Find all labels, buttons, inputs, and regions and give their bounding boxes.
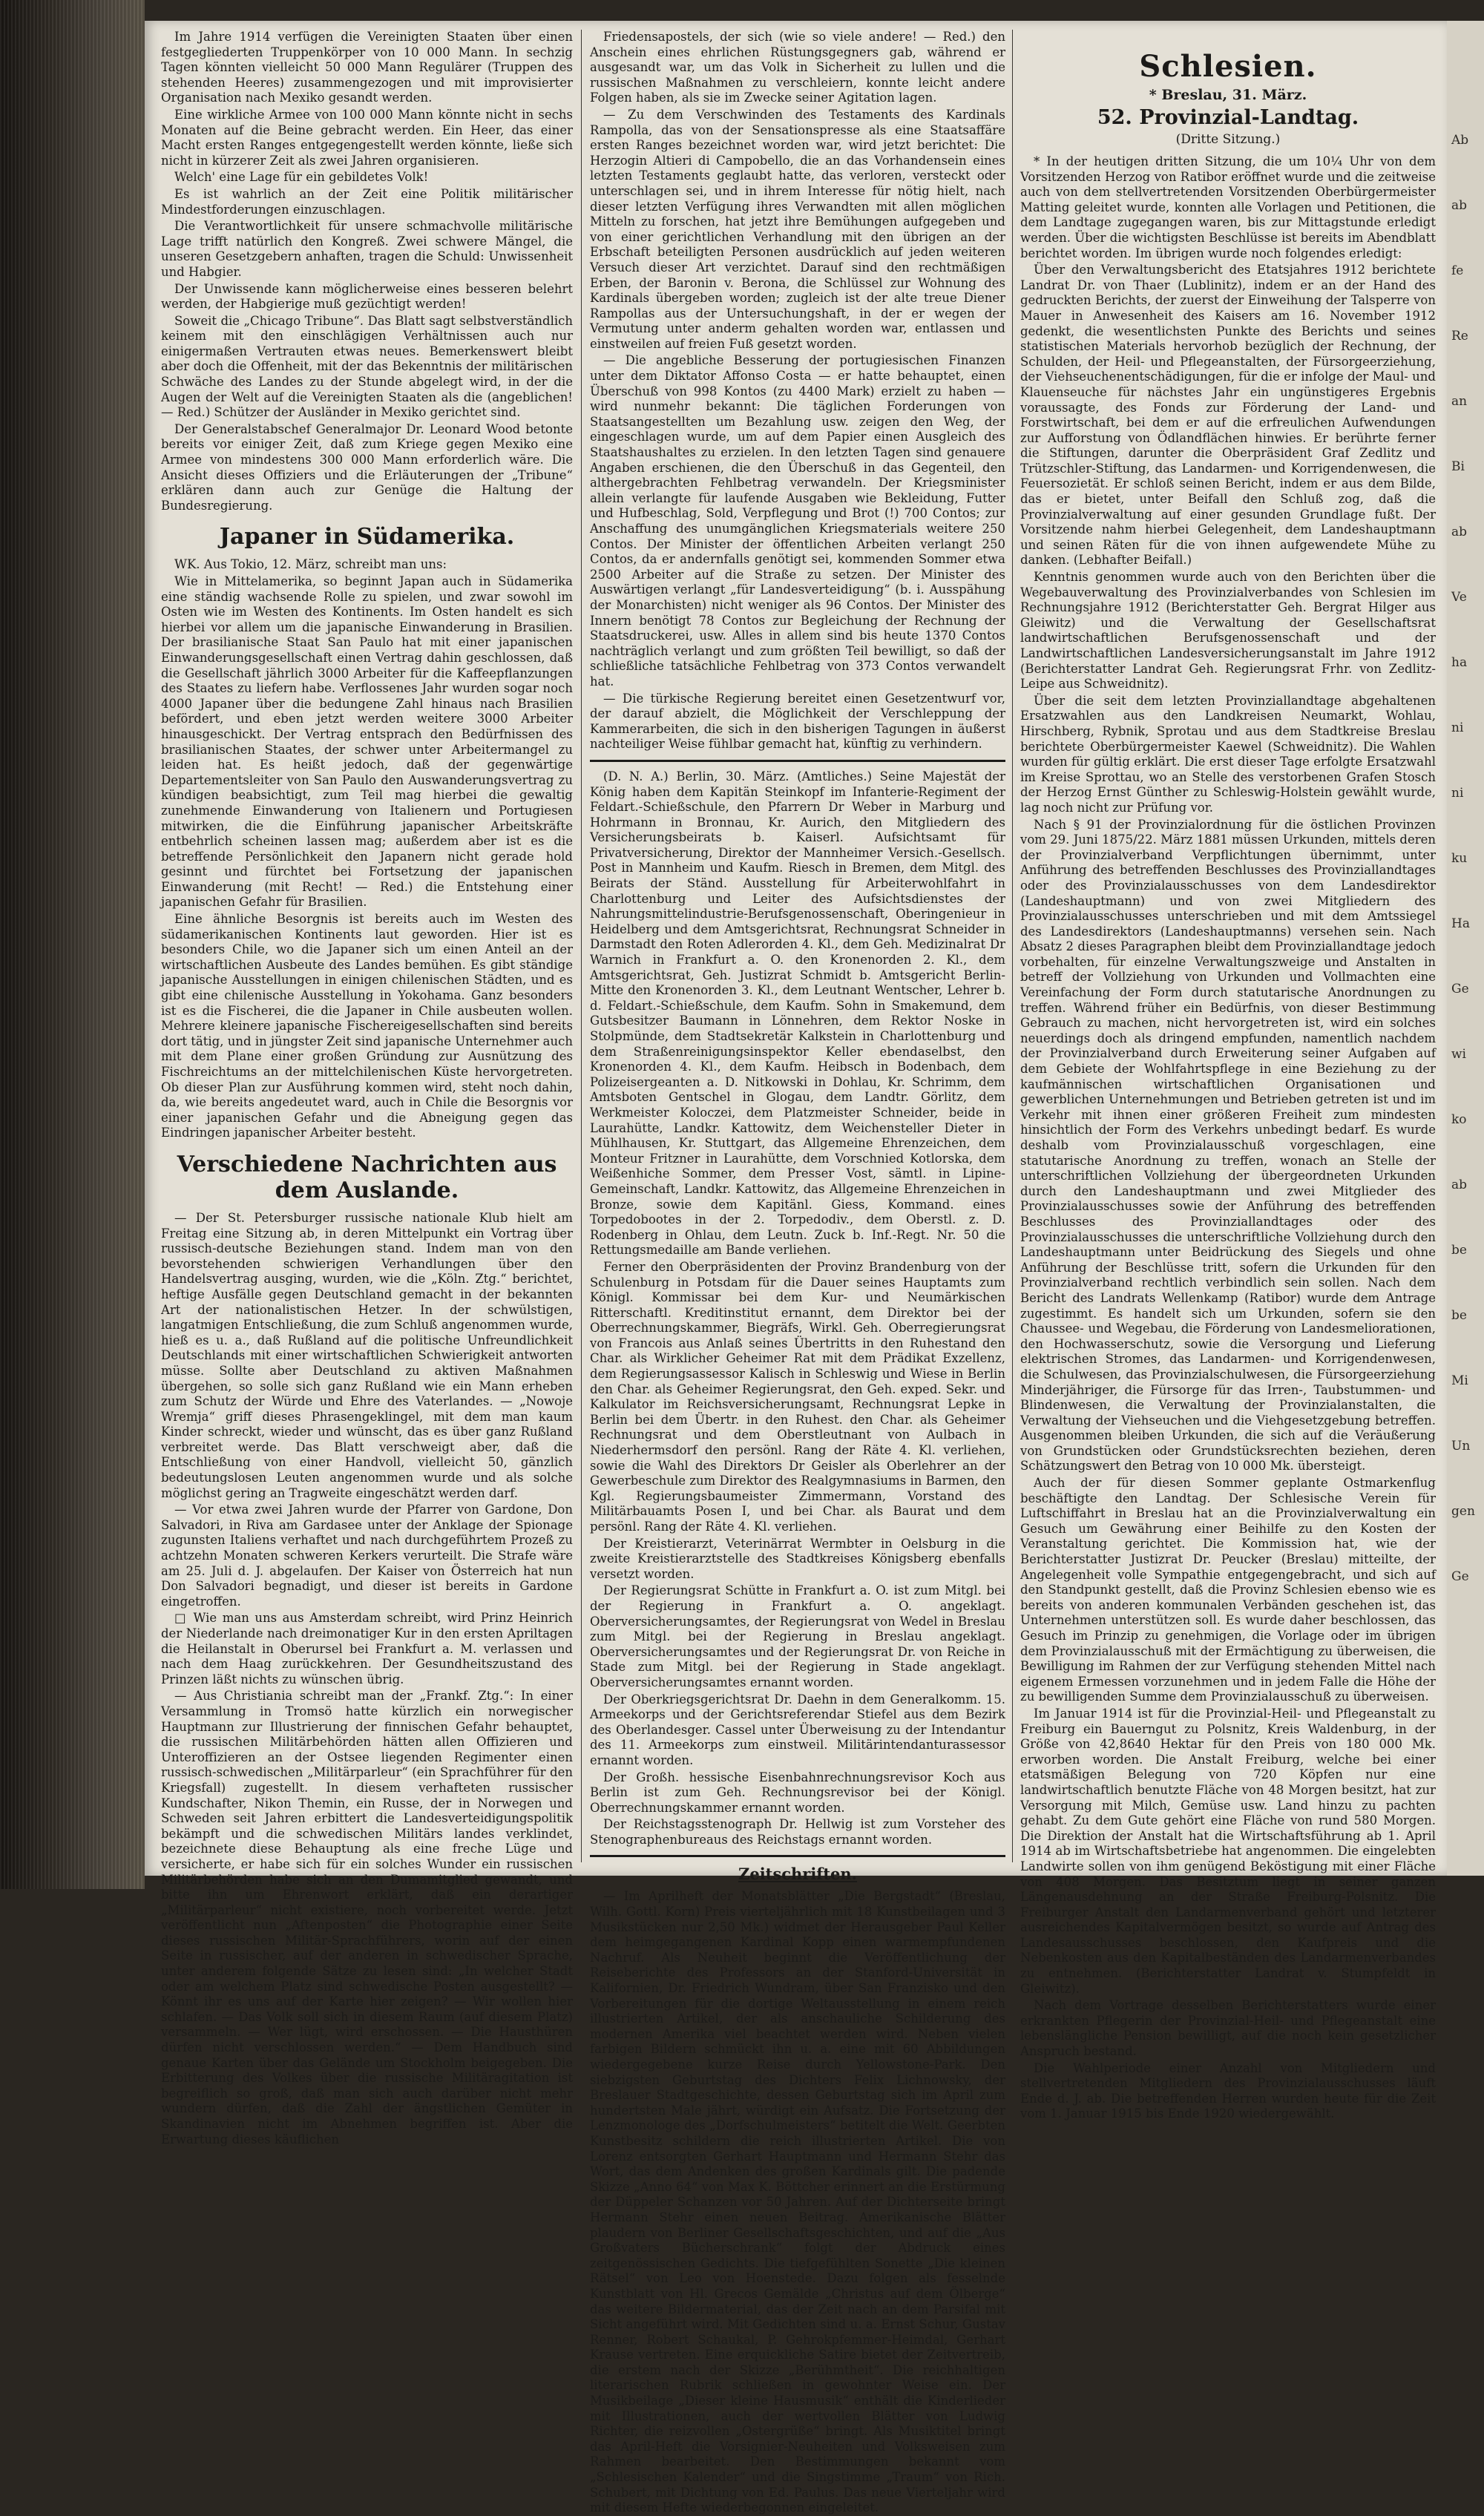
paragraph: Der Oberkriegsgerichtsrat Dr. Daehn in dem Generalkomm. 15. Armeekorps und der Gerichtsreferendar Stiefel aus dem Bezirk des Oberlandesger. Cassel unter Überweisung zu der Intendantur des 11. Armeekorps zum einstweil. Militärintendanturassessor ernannt worden. bbox=[590, 1692, 1005, 1767]
edge-fragment: ni bbox=[1451, 720, 1464, 735]
newspaper-page bbox=[145, 21, 1447, 2515]
section-divider bbox=[590, 1855, 1005, 1857]
col2-top-articles bbox=[590, 30, 1005, 752]
paragraph: Der Generalstabschef Generalmajor Dr. Leonard Wood betonte bereits vor einiger Zeit, daß zum Kriege gegen Mexiko eine Armee von mindestens 300 000 Mann erforderlich wäre. Die Ansicht dieses Offiziers und die Erläuterungen der „Tribune“ erklären dann auch zur Genüge die Haltung der Bundesregierung. bbox=[161, 421, 573, 513]
paragraph: Im Januar 1914 ist für die Provinzial-Heil- und Pflegeanstalt zu Freiburg ein Bauerngut zu Polsnitz, Kreis Waldenburg, in der Größe von 42,8640 Hektar für den Preis von 180 000 Mk. erworben worden. Die Anstalt Freiburg, welche bei einer etatsmäßigen Belegung von 720 Köpfen nur eine landwirtschaftlich benutzte Fläche von 48 Morgen besitzt, hat zur Versorgung mit Milch, Gemüse usw. Land hinzu zu pachten gehabt. Zu dem Gute gehört eine Fläche von rund 580 Morgen. Die Direktion der Anstalt hat die Wirtschaftsführung ab 1. April 1914 ab im Wirtschaftsbetriebe hat angenommen. Die eingelebten Landwirte sollen von ihm genügend Beköstigung mit einer Fläche von 408 Morgen. Das Besitztum liegt in seiner ganzen Längenausdehnung an der Straße Freiburg-Polsnitz. Die Freiburger Anstalt den Landarmenverband gehört und letzterer ausreichendes Kapitalvermögen besitzt, so wurde auf Antrag des Landesausschusses beschlossen, den Kaufpreis und die Nebenkosten aus den Kapitalbeständen des Landarmenverbandes zu entnehmen. (Berichterstatter Landrat v. Stumpfeldt in Gleiwitz). bbox=[1020, 1706, 1436, 1996]
paragraph: — Vor etwa zwei Jahren wurde der Pfarrer von Gardone, Don Salvadori, in Riva am Gardasee unter der Anklage der Spionage zugunsten Italiens verhaftet und nach durchgeführtem Prozeß zu achtzehn Monaten schweren Kerkers verurteilt. Die Strafe wäre am 25. Juli d. J. abgelaufen. Der Kaiser von Österreich hat nun Don Salvadori begnadigt, und dieser ist bereits in Gardone eingetroffen. bbox=[161, 1502, 573, 1609]
paragraph: Der Kreistierarzt, Veterinärrat Wermbter in Oelsburg in die zweite Kreistierarztstelle des Stadtkreises Königsberg ebenfalls versetzt worden. bbox=[590, 1536, 1005, 1581]
paragraph: Welch' eine Lage für ein gebildetes Volk! bbox=[174, 170, 429, 185]
edge-fragment: Ha bbox=[1451, 916, 1470, 931]
column-3 bbox=[1020, 30, 1436, 2121]
section-heading-schlesien: Schlesien. bbox=[1139, 49, 1317, 84]
japan-heading: Japaner in Südamerika. bbox=[219, 524, 515, 551]
edge-fragment: an bbox=[1451, 394, 1468, 409]
edge-fragment: Ge bbox=[1451, 1569, 1469, 1584]
paragraph: (D. N. A.) Berlin, 30. März. (Amtliches.) Seine Majestät der König haben dem Kapitän Steinkopf im Infanterie-Regiment der Feldart.-Schießschule, den Pfarrern Dr Weber in Marburg und Hohrmann in Bronnau, Kr. Aurich, den Mitgliedern des Versicherungsbeirats b. Kaiserl. Aufsichtsamt für Privatversicherung, Direktor der Mannheimer Versich.-Gesellsch. Post in Mannheim und Kaufm. Riesch in Bremen, dem Mitgl. des Beirats der Ständ. Ausstellung für Arbeiterwohlfahrt in Charlottenburg und Leiter des Aufsichtsdienstes der Nahrungsmittelindustrie-Berufsgenossenschaft, Oberingenieur in Heidelberg und dem Amtsgerichtsrat, Rechnungsrat Schneider in Darmstadt den Roten Adlerorden 4. Kl., dem Geh. Medizinalrat Dr Warnich in Frankfurt a. O. den Kronenorden 2. Kl., dem Amtsgerichtsrat, Geh. Justizrat Schmidt b. Amtsgericht Berlin-Mitte den Kronenorden 3. Kl., dem Leutnant Wentscher, Lehrer b. d. Feldart.-Schießschule, dem Kaufm. Sohn in Smakemund, dem Gutsbesitzer Baumann in Lönnehren, dem Rektor Noske in Stolpmünde, dem Stadtsekretär Kalkstein in Charlottenburg und dem Straßenreinigungsinspektor Keller ebendaselbst, den Kronenorden 4. Kl., dem Kaufm. Heibsch in Bodenbach, dem Polizeisergeanten a. D. Nitkowski in Dohlau, Kr. Schrimm, dem Amtsboten Gentschel in Glogau, dem Landtr. Görlitz, dem Werkmeister Koloczei, dem Platzmeister Schneider, beide in Laurahütte, Landkr. Kattowitz, dem Weichensteller Dieter in Mühlhausen, Kr. Stuttgart, das Allgemeine Ehrenzeichen, dem Monteur Fritzner in Laurahütte, dem Vorschnied Kotlorska, dem Weißenhiche Sommer, dem Presser Vost, sämtl. in Lipine-Gemeinschaft, Landkr. Kattowitz, das Allgemeine Ehrenzeichen in Bronze, sowie dem Kapitänl. Giess, Kommand. eines Torpedobootes in der 2. Torpedodiv., dem Oberstl. z. D. Rodenberg in Ohlau, dem Leutn. Zuck b. Inf.-Regt. Nr. 50 die Rettungsmedaille am Bande verliehen. bbox=[590, 769, 1005, 1258]
edge-fragment: ab bbox=[1451, 1177, 1468, 1192]
paragraph: — Die angebliche Besserung der portugiesischen Finanzen unter dem Diktator Affonso Costa — er hatte behauptet, einen Überschuß von 998 Kontos (zu 4400 Mark) erzielt zu haben — wird nunmehr bekannt: Die täglichen Forderungen von Staatsangestellten um Bezahlung usw. zeigen den Weg, der eingeschlagen wurde, um auf dem Papier einen Ausgleich des Staatshaushaltes zu erzielen. In den letzten Tagen sind genauere Angaben erschienen, die den Überschuß in das Gegenteil, den althergebrachten Fehlbetrag verwandeln. Der Kriegsminister allein verlangte für laufende Ausgaben wie Bekleidung, Futter und Hufbeschlag, Sold, Verpflegung und Brot (!) 700 Contos; zur Anschaffung des unumgänglichen Kriegsmaterials weitere 250 Contos. Der Minister der öffentlichen Arbeiten verlangt 250 Contos, da er andernfalls genötigt sei, kommenden Sommer etwa 2500 Arbeiter auf die Straße zu setzen. Der Minister des Auswärtigen verlangt „für Landesverteidigung“ (b. i. Ausspähung der Monarchisten) nicht weniger als 96 Contos. Der Minister des Innern benötigt 78 Contos zur Begleichung der Rechnung der Staatsdruckerei, usw. Alles in allem sind bis heute 1370 Contos nachträglich verlangt und zum größten Teil bewilligt, so daß der schließliche tatsächliche Fehlbetrag von 373 Contos verwandelt hat. bbox=[590, 353, 1005, 689]
edge-fragment: ku bbox=[1451, 851, 1468, 866]
edge-fragment: Re bbox=[1451, 329, 1468, 344]
edge-fragment: Ve bbox=[1451, 590, 1467, 605]
column-1 bbox=[161, 30, 573, 2147]
edge-fragment: Mi bbox=[1451, 1373, 1468, 1388]
paragraph: — Aus Christiania schreibt man der „Frankf. Ztg.“: In einer Versammlung in Tromsö hatte kürzlich ein norwegischer Hauptmann zur Illustrierung der finnischen Gefahr behauptet, die russischen Militärbehörden hätten allen Offizieren und Unteroffizieren an der Ostsee liegenden Regimenter einen russisch-schwedischen „Militärparleur“ (ein Sprachführer für den Kriegsfall) zugestellt. In diesem verhafteten russischer Kundschafter, Nikon Themin, ein Russe, der in Norwegen und Schweden seit Jahren erbittert die Landesverteidigungspolitik bekämpft und die schwedischen Militärs landes verklindet, bezeichnete diese Behauptung als eine freche Lüge und versicherte, er habe sich für ein solches Wunder ein russischen Militärbehörden habe sich an den Dumamitglied gewandt, und bitte ihn um Ehrenwort erklärt, daß ein derartiger „Militärparleur“ nicht existiere, noch vorbereitet werde. Jetzt veröffentlicht nun „Aftenposten“ die Photographie einer Seite dieses russischen Militär-Sprachführers, worin auf der einen Seite in russischer, auf der anderen in schwedischer Sprache, unter anderem folgende Sätze zu lesen sind: „In welcher Stadt oder am welchem Platz sind schwedische Posten ausgestellt? — Könnt ihr es uns auf der Karte hier zeigen? — Wir wollen hier schlafen. — Das Volk soll sich in diesem Raum (auf diesem Platz) versammeln. — Wer lügt, wird erschossen. — Die Hausthüren dürfen nicht verschlossen werden.“ — Dem Handbuch sind genaue Karten über das Gelände um Stockholm beigegeben. Die Erbitterung des Volkes über die russische Militäragitation ist begreiflich so groß, daß man sich auch darüber nicht mehr wundern dürfen, daß die Zahl der ängstlichen Gemüter in Skandinavien nicht im Abnehmen begriffen ist. Aber die Erwartung dieses käuflichen bbox=[161, 1689, 573, 2147]
edge-fragment: ni bbox=[1451, 786, 1464, 801]
paragraph: Kenntnis genommen wurde auch von den Berichten über die Wegebauverwaltung des Provinzialverbandes von Schlesien im Rechnungsjahre 1912 (Berichterstatter Geh. Bergrat Hilger aus Gleiwitz) und die Verwaltung der Gesellschaftsrat landwirtschaftlichen Berufsgenossenschaft und der Landwirtschaftlichen Landesversicherungsanstalt im Jahre 1912 (Berichterstatter Landrat Geh. Regierungsrat Frhr. von Zedlitz-Leipe aus Schweidnitz). bbox=[1020, 570, 1436, 692]
paragraph: Im Jahre 1914 verfügen die Vereinigten Staaten über einen festgegliederten Truppenkörper von 10 000 Mann. In sechzig Tagen könnten vielleicht 50 000 Mann Regulärer (Truppen des stehenden Heeres) zusammengezogen und mit improvisierter Organisation nach Mexiko gesandt werden. bbox=[161, 30, 573, 105]
zeitschriften-heading: Zeitschriften. bbox=[738, 1865, 857, 1884]
paragraph: Der Reichstagsstenograph Dr. Hellwig ist zum Vorsteher des Stenographenbureaus des Reichstags ernannt worden. bbox=[590, 1817, 1005, 1847]
edge-fragment: Un bbox=[1451, 1439, 1471, 1454]
edge-fragment: be bbox=[1451, 1308, 1467, 1323]
edge-fragment: ab bbox=[1451, 198, 1468, 213]
edge-fragment: Ab bbox=[1451, 133, 1469, 148]
col1-intro bbox=[161, 30, 573, 513]
edge-fragment: be bbox=[1451, 1243, 1467, 1258]
article-title: 52. Provinzial-Landtag. bbox=[1097, 106, 1359, 129]
next-page-edge bbox=[1447, 21, 1484, 1876]
paragraph: Über die seit dem letzten Provinziallandtage abgehaltenen Ersatzwahlen aus den Landkreisen Neumarkt, Wohlau, Hirschberg, Rybnik, Sprotau und aus dem Stadtkreise Breslau berichtete Oberbürgermeister Kaewel (Schweidnitz). Die Wahlen wurden für gültig erklärt. Die erst dieser Tage erfolgte Ersatzwahl im Kreise Sprottau, wo an Stelle des verstorbenen Grafen Stosch der Herzog Ernst Günther zu Schleswig-Holstein gewählt wurde, lag noch nicht zur Prüfung vor. bbox=[1020, 693, 1436, 815]
column-rule bbox=[581, 30, 582, 1862]
paragraph: Soweit die „Chicago Tribune“. Das Blatt sagt selbstverständlich keinem mit den einschlägigen Verhältnissen auch nur einigermaßen Vertrauten etwas neues. Bemerkenswert bleibt aber doch die Offenheit, mit der das Bekenntnis der militärischen Schwäche des Landes zu der Stunde abgelegt wird, in der die Augen der Welt auf die Vereinigten Staaten als die (angeblichen! — Red.) Schützer der Ausländer in Mexiko gerichtet sind. bbox=[161, 313, 573, 420]
paragraph: Friedensapostels, der sich (wie so viele andere! — Red.) den Anschein eines ehrlichen Rüstungsgegners gab, während er ausgesandt war, um das Volk in Sicherheit zu lullen und die russischen Maßnahmen zu verschleiern, konnte leicht andere Folgen haben, als sie im Zwecke seiner Agitation lagen. bbox=[590, 30, 1005, 105]
paragraph: Nach dem Vortrage desselben Berichterstatters wurde einer erkrankten Pflegerin der Provinzial-Heil- und Pflegeanstalt eine lebenslängliche Pension bewilligt, auf die noch kein gesetzlicher Anspruch bestand. bbox=[1020, 1998, 1436, 2059]
paragraph: — Im Aprilheft der Monatsblätter „Die Bergstadt“ (Breslau, Wilh. Gottl. Korn) Preis vierteljährlich mit 18 Kunstbeilagen und 3 Musikstücken nur 2,50 Mk.) widmet der Herausgeber Paul Keller dem heimgegangenen Kardinal Kopp einen warmempfundenen Nachruf. Als Neuheit beginnt die Veröffentlichung der Reiseberichte des Professors an der Stanford-Universität in Kalifornien, Dr. Friedrich Wundram, über San Franzisko und den Vorbereitungen für die dortige Weltausstellung in einem reich illustrierten Artikel, der als anschauliche Schilderung des modernen Amerika viel beachtet werden wird. Neben vielen farbigen Bildern schmückt ihn u. a. eine mit 60 Abbildungen wiedergegebene kurze Reise durch Yellowstone-Park. Den siebzigsten Geburtstag des Dichters Felix Lichnowsky, der Breslauer Stadtgeschichte, dessen Geburtstag sich im April zum hundertsten Male jährt, würdigt ein Aufsatz. Die Fortsetzung der Lenzmonologe des „Dorfschulmeisters“ betitelt die Welt. Geerbten Kunstbesitz schildern die reich illustrierten Artikel. Die von Lorenz entsorgten Gerhart Hauptmann und Hermann Stehr das Wort, das dem Andenken des großen Kardinals gilt. Die padende Skizze „Anno 64“ von Max K. Böttcher erinnert an die Erstürmung der Düppeler Schanzen vor 50 Jahren. Auf der Dichterseite bringt Hermann Stehr einen neuen Beitrag. Amerikanische Blätter plaudern von Berliner Gesellschaftsgeschichten, und auf die „Aus Großvaters Bücherschrank“ folgt der Abdruck eines zeitgenössischen Gedichts. Die tiefgefühlten Sonette „Die kleinen Rätsel“ von Leo von Hoenstede. Dazu folgen als fesselnde Kunstblatt von Hl. Grecos Gemälde „Christus auf dem Ölberge“ das weitere Bildermaterial, das der Zeit nach an dem Parsifal mit Sicht angeführt wird. Mit Gedichten sind u. a. Ernst Schur, Gustav Renner, Robert Schaukal, P. Gehrokpfemmer-Heimdal, Gerhart Krause vertreten. Eine erquickliche Satire bietet der Zeitvertreib, die erstem nach der Skizze „Berühmtheit“. Die reichhaltigen literarischen Rubrik schließen in gewohnter Weise ein. Der Musikbeilage „Dieser kleine Hausmusik“ enthält die Kinderlieder mit Illustrationen, auch der wertvollen Blätter von Ludwig Richter, die reizvollen „Ostergrüße“ bringt. Als Musiktitel bringt das April-Heft die Vorsignier-Neuheiten und Volksweisen zum Rahmen bearbeitet. Den Bestimmungen bekannt vom „Schlesischen Kalender“ und die Singstimme „Traum“ von Rich. Schubert, mit Dichtung von Ed. Paulus. Das neue Vierteljahr wird mit diesem Hefte wiederbegonnen eingeleitet. bbox=[590, 1889, 1005, 2515]
col1-ausland-article bbox=[161, 1211, 573, 2147]
edge-fragment: Ge bbox=[1451, 982, 1469, 996]
dateline: * Breslau, 31. März. bbox=[1149, 87, 1307, 103]
column-rule bbox=[1012, 30, 1013, 1862]
paragraph: Über den Verwaltungsbericht des Etatsjahres 1912 berichtete Landrat Dr. von Thaer (Lublinitz), indem er an der Hand des gedruckten Berichts, der zuerst der Einweihung der Talsperre von Mauer in Anwesenheit des Kaisers am 16. November 1912 gedenkt, die wesentlichsten Punkte des Berichts und seines statistischen Materials hervorhob bezüglich der Rechnung, der Schulden, der Heil- und Pflegeanstalten, der Fürsorgeerziehung, der Viehseuchenentschädigungen, für die er infolge der Maul- und Klauenseuche für nächstes Jahr ein ungünstigeres Ergebnis voraussagte, des Fonds zur Förderung der Land- und Forstwirtschaft, bei dem er auf die erfreulichen Aufwendungen zur Aufforstung von Ödlandflächen hinwies. Er berührte ferner die Stiftungen, darunter die Oberpräsident Graf Zedlitz und Trützschler-Stiftung, das Landarmen- und Korrigendenwesen, die Feuersozietät. Er schloß seinen Bericht, indem er aus dem Bilde, das er bietet, unter Beifall den Schluß zog, daß die Provinzialverwaltung auf einer gesunden Grundlage fußt. Der Vorsitzende nahm hierbei Gelegenheit, dem Landeshauptmann und seinen Räten für die von ihnen aufgewendete Mühe zu danken. (Lebhafter Beifall.) bbox=[1020, 263, 1436, 568]
paragraph: — Die türkische Regierung bereitet einen Gesetzentwurf vor, der darauf abzielt, die Möglichkeit der Verschleppung der Kammerarbeiten, die sich in den bisherigen Tagungen in äußerst nachteiliger Weise fühlbar gemacht hat, künftig zu verhindern. bbox=[590, 691, 1005, 752]
paragraph: WK. Aus Tokio, 12. März, schreibt man uns: bbox=[174, 557, 447, 572]
col3-article-body bbox=[1020, 154, 1436, 2122]
paragraph: Auch der für diesen Sommer geplante Ostmarkenflug beschäftigte den Landtag. Der Schlesische Verein für Luftschiffahrt in Breslau hat an die Provinzialverwaltung ein Gesuch um Gewährung einer Beihilfe zu den Kosten der Veranstaltung gerichtet. Die Kommission hat, wie der Berichterstatter Justizrat Dr. Peucker (Breslau) mitteilte, der Angelegenheit volle Sympathie entgegengebracht, und sich auf den Standpunkt gestellt, daß die Provinz Schlesien ebenso wie es bereits von anderen kommunalen Verbänden geschehen ist, das Unternehmen unterstützen soll. Es wurde daher beschlossen, das Gesuch im Prinzip zu genehmigen, die Vorlage oder im übrigen dem Provinzialausschuß mit der Ermächtigung zu überweisen, die Bewilligung im Rahmen der zur Verfügung stehenden Mittel nach eigenem Ermessen vorzunehmen und in jedem Falle die Höhe der zu bewilligenden Summe dem Provinzialausschuß zu überweisen. bbox=[1020, 1476, 1436, 1704]
paragraph: * In der heutigen dritten Sitzung, die um 10¼ Uhr von dem Vorsitzenden Herzog von Ratibor eröffnet wurde und die zeitweise auch von dem stellvertretenden Vorsitzenden Oberbürgermeister Matting geleitet wurde, konnten alle Vorlagen und Petitionen, die dem Landtage zugegangen waren, bis zur Mittagstunde erledigt werden. Über die wichtigsten Beschlüsse ist bereits im Abendblatt berichtet worden. Im übrigen wurde noch folgendes erledigt: bbox=[1020, 154, 1436, 260]
paragraph: Der Regierungsrat Schütte in Frankfurt a. O. ist zum Mitgl. bei der Regierung in Frankfurt a. O. angeklagt. Oberversicherungsamtes, der Regierungsrat von Wedel in Breslau zum Mitgl. bei der Regierung in Breslau angeklagt. Oberversicherungsamtes und der Regierungsrat Dr. von Reiche in Stade zum Mitgl. bei der Regierung in Stade angeklagt. Oberversicherungsamtes ernannt worden. bbox=[590, 1583, 1005, 1689]
edge-fragment: ha bbox=[1451, 655, 1468, 670]
edge-fragment: gen bbox=[1451, 1504, 1475, 1519]
section-divider bbox=[590, 760, 1005, 762]
edge-fragment: fe bbox=[1451, 263, 1464, 278]
edge-fragment: wi bbox=[1451, 1047, 1466, 1062]
paragraph: — Zu dem Verschwinden des Testaments des Kardinals Rampolla, das von der Sensationspresse als eine Staatsaffäre ersten Ranges bezeichnet worden war, wird jetzt berichtet: Die Herzogin Altieri di Campobello, die an das Vorhandensein eines letzten Testaments geglaubt hatte, das verloren, versteckt oder unterschlagen sei, und in ihrem Interesse für nötig hielt, nach dieser letzten Verfügung ihres Verwandten mit allen möglichen Mitteln zu forschen, hat jetzt ihre Bemühungen aufgegeben und von einer gerichtlichen Verhandlung mit den übrigen an der Erbschaft beteiligten Personen ausdrücklich auf jeden weiteren Versuch dieser Art verzichtet. Darauf sind den rechtmäßigen Erben, der Baronin v. Berona, die Schlüssel zur Wohnung des Kardinals übergeben worden; zugleich ist der alte treue Diener Rampollas aus der Untersuchungshaft, in der er wegen der Vermutung unter anderm gehalten worden war, entlassen und einstweilen auf freien Fuß gesetzt worden. bbox=[590, 107, 1005, 351]
paragraph: — Der St. Petersburger russische nationale Klub hielt am Freitag eine Sitzung ab, in deren Mittelpunkt ein Vortrag über russisch-deutsche Beziehungen stand. Indem man von den bevorstehenden schwierigen Verhandlungen über den Handelsvertrag ausging, wurden, wie die „Köln. Ztg.“ berichtet, heftige Ausfälle gegen Deutschland gemacht in der bekannten Art der nationalistischen Hetzer. In der schwülstigen, langatmigen Entschließung, die zum Schluß angenommen wurde, hieß es u. a., daß Rußland auf die politische Unfreundlichkeit Deutschlands mit einer wirtschaftlichen Schwierigkeit antworten müsse. Sollte aber Deutschland zu aktiven Maßnahmen übergehen, so solle sich ganz Rußland wie ein Mann erheben zum Schutz der Würde und Ehre des Vaterlandes. — „Nowoje Wremja“ griff dieses Phrasengeklingel, mit dem man kaum Kinder schreckt, wieder und wünscht, das es über ganz Rußland verbreitet werde. Das Blatt verschweigt aber, daß die Entschließung von einer Handvoll, vielleicht 50, gänzlich bedeutungslosen Leuten angenommen wurde und als solche möglichst gering an Tragweite eingeschätzt werden darf. bbox=[161, 1210, 573, 1500]
edge-fragment: ab bbox=[1451, 525, 1468, 539]
col2-ordens-section bbox=[590, 769, 1005, 1848]
paragraph: Es ist wahrlich an der Zeit eine Politik militärischer Mindestforderungen einzuschlagen. bbox=[161, 186, 573, 217]
col2-zeitschriften-article bbox=[590, 1889, 1005, 2515]
paragraph: Wie in Mittelamerika, so beginnt Japan auch in Südamerika eine ständig wachsende Rolle zu spielen, und zwar sowohl im Osten wie im Westen des Kontinents. Im Osten handelt es sich hierbei vor allem um die japanische Einwanderung in Brasilien. Der brasilianische Staat San Paulo hat mit einer japanischen Einwanderungsgesellschaft einen Vertrag dahin geschlossen, daß die Gesellschaft jährlich 3000 Arbeiter für die Kaffeepflanzungen des Staates zu liefern habe. Verflossenes Jahr wurden sogar noch 4000 Japaner über die bedungene Zahl hinaus nach Brasilien befördert, und eben jetzt werden weitere 3000 Arbeiter hinausgeschickt. Der Vertrag entsprach den Bedürfnissen des brasilianischen Staates, der schwer unter Arbeitermangel zu leiden hat. Es heißt jedoch, daß der gegenwärtige Departementsleiter von San Paulo den Auswanderungsvertrag zu kündigen beabsichtigt, zum Teil mag hierbei die gewaltig zunehmende Einwanderung von Italienern und Portugiesen mitwirken, die die Einführung japanischer Arbeitskräfte entbehrlich scheinen lassen mag; außerdem aber ist es die betreffende Persönlichkeit den Japanern nicht gerade hold gesinnt und fürchtet bei Fortsetzung der japanischen Einwanderung (mit Recht! — Red.) die Entstehung einer japanischen Gefahr für Brasilien. bbox=[161, 574, 573, 910]
paragraph: Nach § 91 der Provinzialordnung für die östlichen Provinzen vom 29. Juni 1875/22. März 1881 müssen Urkunden, mittels deren der Provinzialverband Verpflichtungen übernimmt, unter Anführung des betreffenden Beschlusses des Provinziallandtages oder des Provinzialausschusses von dem Landesdirektor (Landeshauptmann) und von zwei Mitgliedern des Provinzialausschusses unterschrieben und mit dem Amtssiegel des Landesdirektors (Landeshauptmanns) versehen sein. Nach Absatz 2 dieses Paragraphen bleibt dem Provinziallandtage jedoch vorbehalten, für einzelne Verwaltungszweige und Anstalten in betreff der Vollziehung von Urkunden und Vollmachten eine Vereinfachung der Form durch statutarische Anordnungen zu treffen. Während früher ein Bedürfnis, von dieser Bestimmung Gebrauch zu machen, nicht hervorgetreten ist, wird ein solches neuerdings doch als dringend empfunden, namentlich nachdem der Provinzialverband durch Erweiterung seiner Aufgaben auf dem Gebiete der Wohlfahrtspflege in eine Beziehung zu der kaufmännischen wirtschaftlichen Organisationen und gewerblichen Unternehmungen und Betrieben getreten ist und im Verkehr mit ihnen einer größeren Freiheit zum mindesten hinsichtlich der Form des Verkehrs unbedingt bedarf. Es wurde deshalb vom Provinzialausschuß vorgeschlagen, eine statutarische Anordnung zu treffen, wonach an Stelle der unterschriftlichen Vollziehung der übergeordneten Urkunden durch den Landeshauptmann und zwei Mitglieder des Provinzialausschusses sowie der Anführung des betreffenden Beschlusses des Provinziallandtages oder des Provinzialausschusses die unterschriftliche Vollziehung durch den Landeshauptmann unter Beidrückung des Siegels und ohne Anführung der Beschlüsse tritt, sofern die Urkunden für den Provinzialverband rechtlich verbindlich sein sollen. Nach dem Bericht des Landrats Wellenkamp (Ratibor) wurde dem Antrage zugestimmt. Es handelt sich um Urkunden, sofern sie den Chaussee- und Wegebau, die Förderung von Landesmeliorationen, den Hochwasserschutz, sowie die Versorgung und Lieferung elektrischen Stromes, das Landarmen- und Korrigendenwesen, die Schulwesen, das Provinzialschulwesen, die Fürsorgeerziehung Minderjähriger, die Fürsorge für das Irren-, Taubstummen- und Blindenwesen, die Verwaltung der Provinzialanstalten, die Verwaltung der Viehseuchen und die Viehgesetzgebung betreffen. Ausgenommen bleiben Urkunden, die sich auf die Veräußerung von Grundstücken oder Grundstücksrechten beziehen, deren Schätzungswert den Betrag von 10 000 Mk. übersteigt. bbox=[1020, 817, 1436, 1474]
paragraph: □ Wie man uns aus Amsterdam schreibt, wird Prinz Heinrich der Niederlande nach dreimonatiger Kur in den ersten Apriltagen die Heilanstalt in Oberursel bei Frankfurt a. M. verlassen und nach dem Haag zurückkehren. Der Gesundheitszustand des Prinzen läßt nichts zu wünschen übrig. bbox=[161, 1611, 573, 1686]
col1-japan-article bbox=[161, 557, 573, 1141]
session-label: (Dritte Sitzung.) bbox=[1175, 132, 1281, 147]
paragraph: Eine ähnliche Besorgnis ist bereits auch im Westen des südamerikanischen Kontinents laut geworden. Hier ist es besonders Chile, wo die Japaner sich um einen Anteil an der wirtschaftlichen Ausbeute des Landes bemühen. Es gibt ständige japanische Ausstellungen in einigen chilenischen Städten, und es gibt eine chilenische Ausstellung in Yokohama. Ganz besonders ist es die Fischerei, die die Japaner in Chile ausbeuten wollen. Mehrere kleinere japanische Fischereigesellschaften sind bereits dort tätig, und in jüngster Zeit sind japanische Unternehmer auch mit dem Plane einer großen Gründung zur Ausnützung des Fischreichtums an der mittelchilenischen Küste hervorgetreten. Ob dieser Plan zur Ausführung kommen wird, steht noch dahin, da, wie bereits angedeutet ward, auch in Chile die Besorgnis vor einer japanischen Gefahr und die Abneigung gegen das Eindringen japanischer Arbeiter besteht. bbox=[161, 912, 573, 1140]
edge-fragment: ko bbox=[1451, 1112, 1467, 1127]
book-binding bbox=[0, 0, 145, 1889]
paragraph: Der Großh. hessische Eisenbahnrechnungsrevisor Koch aus Berlin ist zum Geh. Rechnungsrevisor bei der Königl. Oberrechnungskammer ernannt worden. bbox=[590, 1770, 1005, 1815]
column-2 bbox=[590, 30, 1005, 2515]
paragraph: Ferner den Oberpräsidenten der Provinz Brandenburg von der Schulenburg in Potsdam für die Dauer seines Hauptamts zum Königl. Kommissar bei dem Kur- und Neumärkischen Ritterschaftl. Kreditinstitut ernannt, dem Direktor bei der Oberrechnungskammer, Biegräfs, Wirkl. Geh. Oberregierungsrat von Francois aus Anlaß seines Übertritts in den Ruhestand den Char. als Wirklicher Geheimer Rat mit dem Prädikat Exzellenz, dem Regierungsassessor Kalisch in Schleswig und Wiese in Berlin den Char. als Geheimer Regierungsrat, den Geh. exped. Sekr. und Kalkulator im Reichsversicherungsamt, Rechnungsrat Lepke in Berlin bei dem Übertr. in den Ruhest. den Char. als Geheimer Rechnungsrat und dem Oberstleutnant von Aulbach in Niederhermsdorf den persönl. Rang der Räte 4. Kl. verliehen, sowie die Wahl des Direktors Dr Geisler als Oberlehrer an der Gewerbeschule zum Direktor des Realgymnasiums in Barmen, den Kgl. Regierungsbaumeister Zimmermann, Vorstand des Militärbauamts Posen I, und bei Char. als Baurat und dem persönl. Rang der Räte 4. Kl. verliehen. bbox=[590, 1259, 1005, 1534]
paragraph: Die Wahlperiode einer Anzahl von Mitgliedern und stellvertretenden Mitgliedern des Provinzialausschusses läuft Ende d. J. ab. Die betreffenden Herren wurden heute für die Zeit vom 1. Januar 1915 bis Ende 1920 wiedergewählt. bbox=[1020, 2060, 1436, 2121]
paragraph: Eine wirkliche Armee von 100 000 Mann könnte nicht in sechs Monaten auf die Beine gebracht werden. Ein Heer, das einer Macht ersten Ranges entgegengestellt werden könnte, ließe sich nicht in kürzerer Zeit als zwei Jahren organisieren. bbox=[161, 107, 573, 168]
paragraph: Der Unwissende kann möglicherweise eines besseren belehrt werden, der Habgierige muß gezüchtigt werden! bbox=[161, 281, 573, 312]
edge-fragment: Bi bbox=[1451, 459, 1465, 474]
ausland-heading: Verschiedene Nachrichten aus dem Auslande. bbox=[177, 1151, 557, 1203]
paragraph: Die Verantwortlichkeit für unsere schmachvolle militärische Lage trifft natürlich den Kongreß. Zwei schwere Mängel, die unseren Gesetzgebern anhaften, tragen die Schuld: Unwissenheit und Habgier. bbox=[161, 219, 573, 279]
